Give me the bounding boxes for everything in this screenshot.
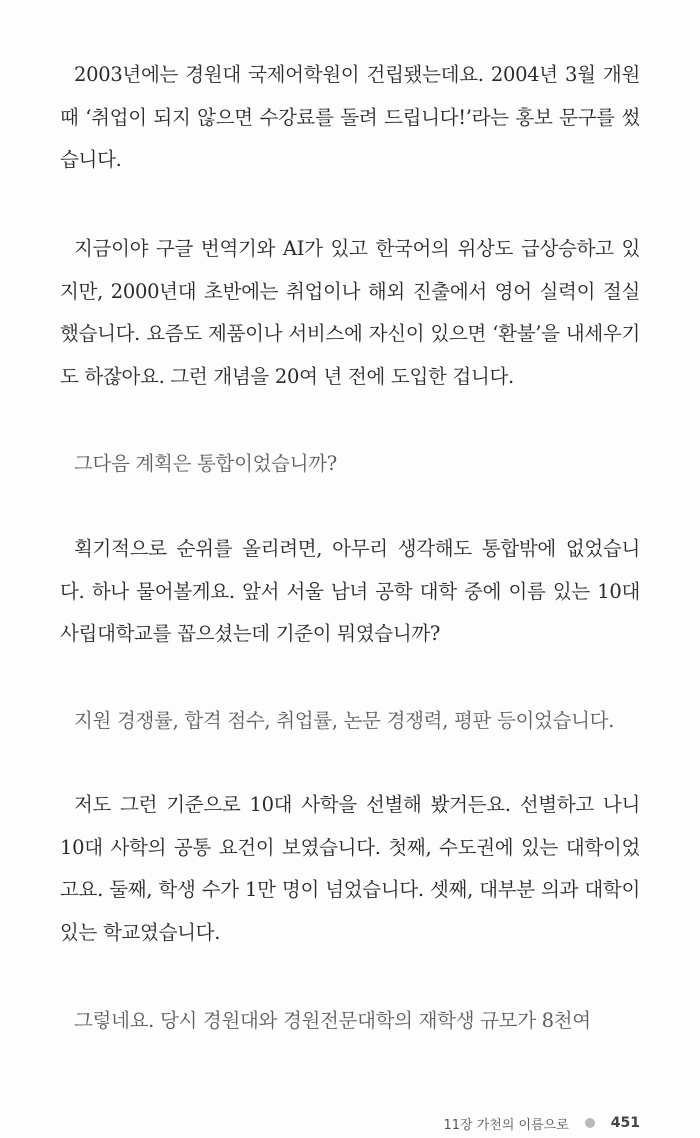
paragraph-answer xyxy=(60,228,640,398)
paragraph-text: 지원 경쟁률, 합격 점수, 취업률, 논문 경쟁력, 평판 등이었습니다. xyxy=(74,709,615,732)
paragraph-text: 저도 그런 기준으로 10대 사학을 선별해 봤거든요. 선별하고 나니 10대 사학의 공통 요건이 보였습니다. 첫째, 수도권에 있는 대학이었고요. 둘째, 학생 수가 1만 명이 넘었습니다. 셋째, 대부분 의과 대학이 있는 학교였습니다. xyxy=(60,793,640,944)
paragraph-question xyxy=(60,700,640,743)
page-number: 451 xyxy=(610,1115,640,1131)
paragraph-text: 그렇네요. 당시 경원대와 경원전문대학의 재학생 규모가 8천여 xyxy=(74,1009,591,1032)
page-footer xyxy=(443,1112,640,1134)
paragraph-answer xyxy=(60,784,640,954)
bullet-dot-icon xyxy=(585,1118,595,1128)
paragraph-answer xyxy=(60,54,640,182)
paragraph-text: 2003년에는 경원대 국제어학원이 건립됐는데요. 2004년 3월 개원 때 ‘취업이 되지 않으면 수강료를 돌려 드립니다!’라는 홍보 문구를 썼습니다. xyxy=(60,63,640,171)
chapter-title: 11장 가천의 이름으로 xyxy=(443,1117,569,1133)
paragraph-text: 그다음 계획은 통합이었습니까? xyxy=(74,452,337,475)
paragraph-question xyxy=(60,1000,640,1043)
paragraph-text: 획기적으로 순위를 올리려면, 아무리 생각해도 통합밖에 없었습니다. 하나 물어볼게요. 앞서 서울 남녀 공학 대학 중에 이름 있는 10대 사립대학교를 꼽으셨는데 기준이 뭐였습니까? xyxy=(60,537,640,645)
paragraph-text: 지금이야 구글 번역기와 AI가 있고 한국어의 위상도 급상승하고 있지만, 2000년대 초반에는 취업이나 해외 진출에서 영어 실력이 절실했습니다. 요즘도 제품이나 서비스에 자신이 있으면 ‘환불’을 내세우기도 하잖아요. 그런 개념을 20여 년 전에 도입한 겁니다. xyxy=(60,237,640,388)
paragraph-answer xyxy=(60,528,640,656)
paragraph-question xyxy=(60,443,640,486)
